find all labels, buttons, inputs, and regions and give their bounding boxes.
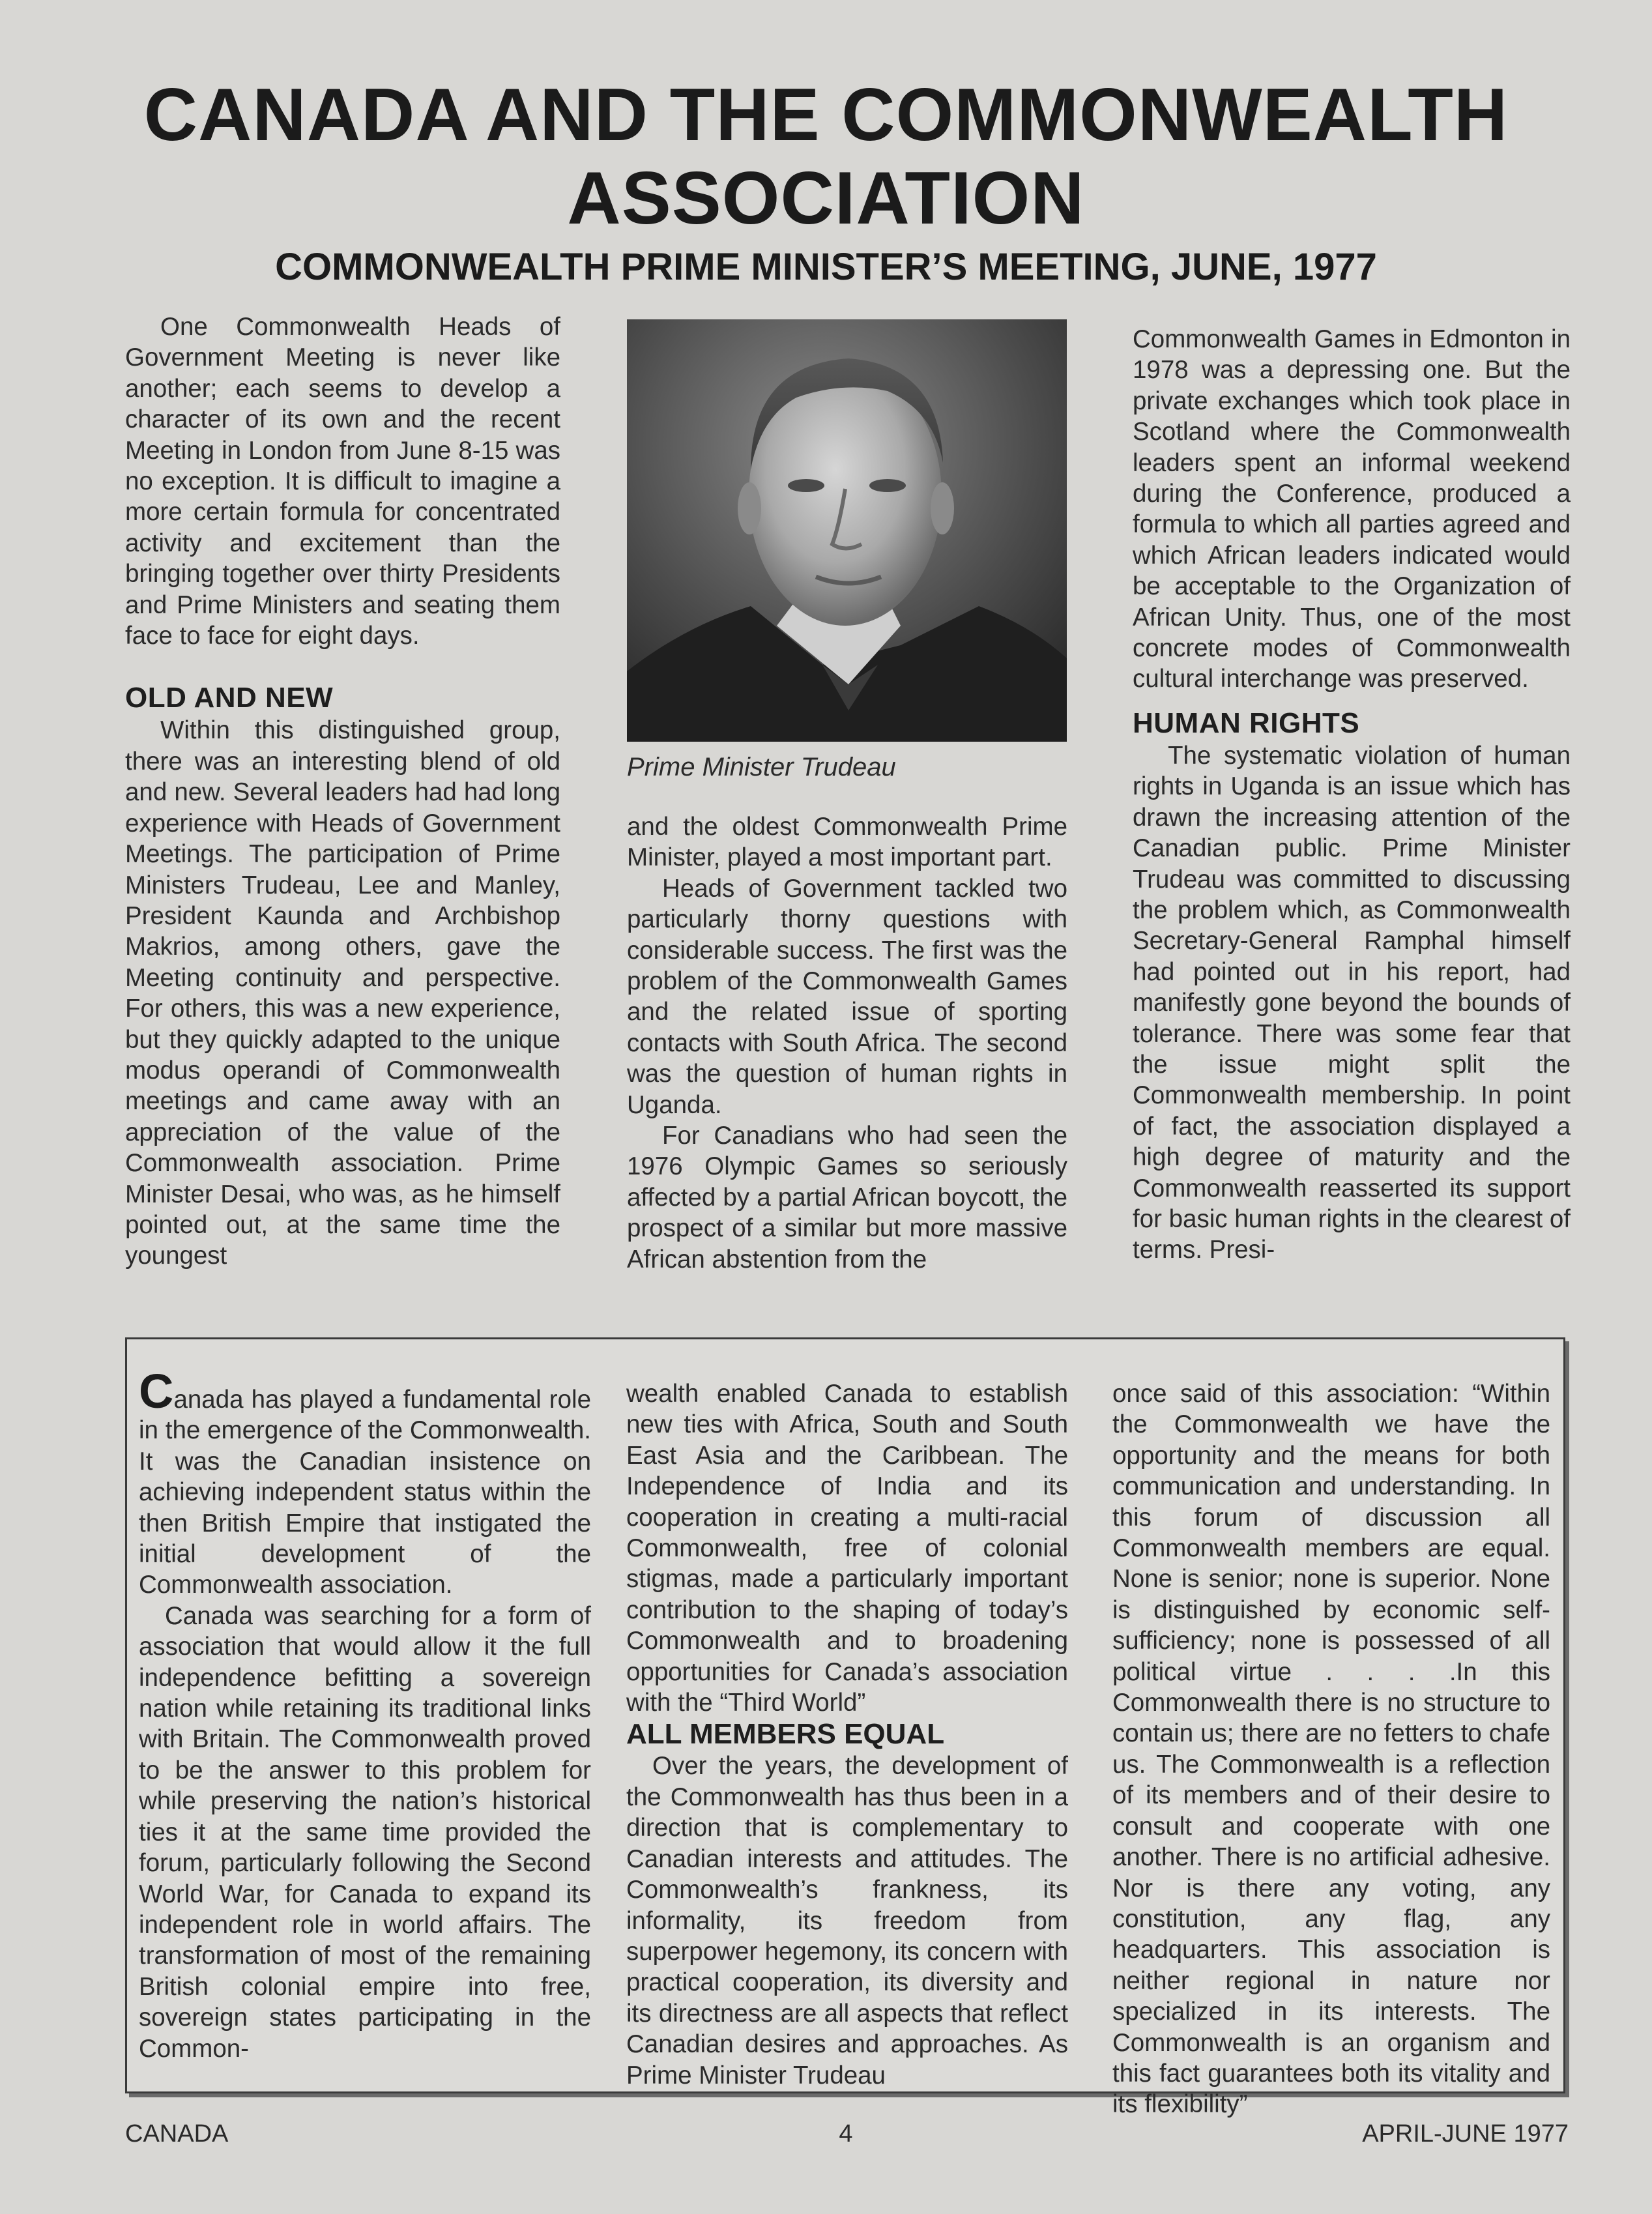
section-heading-human-rights: HUMAN RIGHTS (1133, 706, 1360, 739)
box-paragraph-2: Canada was searching for a form of association that would allow it the full independence befitting a sovereign nation while retaining its traditional links with Britain. The Commonwealth proved to be the answer to this problem for while preserving the nation’s historical ties it at the same time provided the forum, particularly following the Second World War, for Canada to expand its independent role in world affairs. The transformation of most of the remaining British colonial empire into free, sovereign states participating in the Common- (139, 1601, 591, 2063)
old-and-new-paragraph: Within this distinguished group, there was an interesting blend of old and new. Several leaders had had long experience with Heads of Government Meetings. The participation of Prime Ministers Trudeau, Lee and Manley, President Kaunda and Archbishop Makrios, among others, gave the Meeting continuity and perspective. For others, this was a new experience, but they quickly adapted to the unique modus operandi of Commonwealth meetings and came away with an appreciation of the value of the Commonwealth association. Prime Minister Desai, who was, as he himself pointed out, at the same time the youngest (125, 716, 560, 1270)
box-column-left (139, 1364, 591, 2064)
box-column-middle (626, 1378, 1068, 2091)
footer-issue-date: APRIL-JUNE 1977 (1362, 2120, 1569, 2148)
page-title-line-1: CANADA AND THE COMMONWEALTH (143, 74, 1509, 156)
box-paragraph-3: wealth enabled Canada to establish new ties with Africa, South and South East Asia and the Caribbean. The Independence of India and its cooperation in creating a multi-racial Commonwealth, free of colonial stigmas, made a particularly important contribution to the shaping of today’s Commonwealth and to broadening opportunities for Canada’s association with the “Third World” (626, 1380, 1068, 1717)
box-paragraph-4: Over the years, the development of the Commonwealth has thus been in a direction that is complementary to Canadian interests and attitudes. The Commonwealth’s frankness, its informality, its freedom from superpower hegemony, its concern with practical cooperation, its diversity and its directness are all aspects that reflect Canadian desires and approaches. As Prime Minister Trudeau (626, 1752, 1068, 2090)
page-title-line-2: ASSOCIATION (567, 157, 1085, 240)
drop-cap: C (139, 1364, 174, 1418)
box-paragraph-5: once said of this association: “Within the Commonwealth we have the opportunity and the means for both communication and understanding. In this forum of discussion all Commonwealth members are equal. None is senior; none is superior. None is distinguished by economic self-sufficiency; none is possessed of all political virtue . . . .In this Commonwealth there is no structure to contain us; there are no fetters to chafe us. The Commonwealth is a reflection of its members and of their desire to consult and cooperate with one another. There is no artificial adhesive. Nor is there any voting, any constitution, any flag, any headquarters. This association is neither regional in nature nor specialized in its interests. The Commonwealth is an organism and this fact guarantees both its vitality and its flexibility” (1112, 1380, 1550, 2119)
column-middle (627, 811, 1067, 1275)
section-heading-all-members-equal: ALL MEMBERS EQUAL (626, 1718, 945, 1751)
box-column-right (1112, 1378, 1550, 2120)
section-heading-old-and-new: OLD AND NEW (125, 682, 334, 714)
column-left (125, 312, 560, 1272)
footer-page-number: 4 (839, 2120, 853, 2148)
right-paragraph-2: The systematic violation of human rights in Uganda is an issue which has drawn the increasing attention of the Canadian public. Prime Minister Trudeau was committed to discussing the problem which, as Commonwealth Secretary-General Ramphal himself had pointed out in his report, had manifestly gone beyond the bounds of tolerance. There was some fear that the issue might split the Commonwealth membership. In point of fact, the association displayed a high degree of maturity and the Commonwealth reasserted its support for basic human rights in the clearest of terms. Presi- (1133, 741, 1571, 1264)
box-paragraph-1-text: anada has played a fundamental role in the emergence of the Commonwealth. It was the Canadian insistence on achieving independent status within the then British Empire that instigated the initial development of the Commonwealth association. (139, 1386, 591, 1599)
intro-paragraph: One Commonwealth Heads of Government Meeting is never like another; each seems to develop a character of its own and the recent Meeting in London from June 8-15 was no exception. It is difficult to imagine a more certain formula for concentrated activity and excitement than the bringing together over thirty Presidents and Prime Ministers and seating them face to face for eight days. (125, 313, 560, 650)
middle-paragraph-3: For Canadians who had seen the 1976 Olympic Games so seriously affected by a partial African boycott, the prospect of a similar but more massive African abstention from the (627, 1122, 1067, 1274)
box-paragraph-1 (139, 1364, 591, 1601)
page-subtitle: COMMONWEALTH PRIME MINISTER’S MEETING, JUNE, 1977 (275, 246, 1377, 288)
footer-publication: CANADA (125, 2120, 229, 2148)
middle-paragraph-2: Heads of Government tackled two particularly thorny questions with considerable success. The first was the problem of the Commonwealth Games and the related issue of sporting contacts with South Africa. The second was the question of human rights in Uganda. (627, 874, 1067, 1119)
column-right (1133, 324, 1571, 1266)
sidebar-box (125, 1337, 1565, 2119)
trudeau-portrait-photo (627, 319, 1067, 742)
photo-caption: Prime Minister Trudeau (627, 753, 896, 781)
right-paragraph-1: Commonwealth Games in Edmonton in 1978 was a depressing one. But the private exchanges which took place in Scotland where the Commonwealth leaders spent an informal weekend during the Conference, produced a formula to which all parties agreed and which African leaders indicated would be acceptable to the Organization of African Unity. Thus, one of the most concrete modes of Commonwealth cultural interchange was preserved. (1133, 325, 1571, 693)
middle-paragraph-1: and the oldest Commonwealth Prime Minister, played a most important part. (627, 813, 1067, 872)
